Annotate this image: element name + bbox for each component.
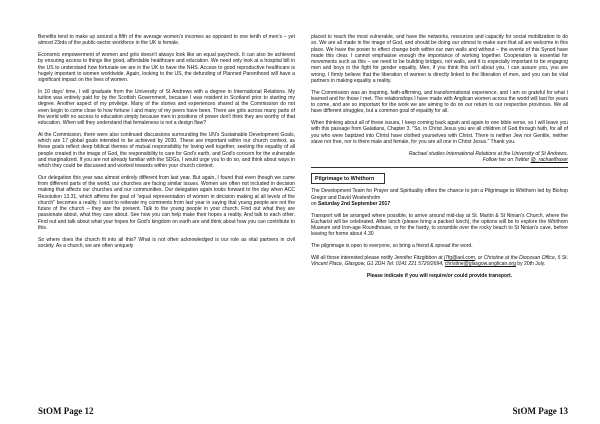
- pilgrimage-intro: The Development Team for Prayer and Spirituality offers the chance to join a Pilgrimage to Whithorn led by Bishop Gregor and David Wostenholm on Saturday 2nd September 2017: [311, 188, 568, 207]
- right-page-text: [311, 34, 568, 285]
- pilgrimage-closing: Please indicate if you will require/or could provide transport.: [366, 272, 513, 279]
- paragraph: placed to reach the most vulnerable, and have the networks, resources and capacity for social mobilization to do so. We are all made in the image of God, and should be doing our utmost to make sure that all are welcome in this place. We have the power to effect change both within our own walls and without – the events of this Synod have made this clear. I cannot emphasise enough the importance of working together. Cooperation is essential for movements such as this – we need to be building bridges, not walls, and it is especially important to be engaging men and boys in the fight for gender equality. Men, if you think this isn't about you, I can assure you, you are wrong. I firmly believe that the liberation of women is directly linked to the liberation of men, and you can be vital partners in making equality a reality.: [311, 34, 568, 84]
- pilgrimage-contact: Will all those interested please notify Jennifer Fitzgibbon at j7fg@aol.com, or Christine at the Diocesan Office, 5 St. Vincent Place, Glasgow, G1 2DH Tel: 0141 221 5720/2694, christine@glasgow.anglican.org by 20th July.: [311, 254, 568, 267]
- right-page: [300, 0, 600, 424]
- pilgrimage-transport: Transport will be arranged where possible, to arrive around mid-day at St. Martin & St Ninian's Church, where the Eucharist will be celebrated. After lunch (please bring a packed lunch), the options will be to explore the Whithorn Museum and Iron-age Roundhouse, or for the hardy, to scramble over the rocky beach to St Ninian's cave, before leaving for home about 4.30: [311, 212, 568, 238]
- email-link-christine[interactable]: christine@glasgow.anglican.org: [444, 261, 516, 267]
- paragraph: At the Commission, there were also continued discussions surrounding the UN's Sustainable Development Goals, which are 17 global goals intended to be achieved by 2030. These are important within our church context, as these goals reflect deep biblical themes of mutual responsibility for loving well together, seeking the equality of all people created in the image of God, the responsibility to care for God's earth, and God's concern for the vulnerable and marginalized. If you are not already familiar with the SDGs, I would urge you to do so, and think about ways in which they could be discussed and worked towards within your church context.: [38, 131, 295, 169]
- author-twitter: Follow her on Twitter @_rachaelfraser: [482, 156, 568, 163]
- pilgrimage-open: The pilgrimage is open to everyone, so bring a friend & spread the word.: [311, 243, 473, 249]
- email-link-jennifer[interactable]: j7fg@aol.com: [443, 254, 475, 261]
- paragraph: Our delegation this year was almost entirely different from last year. But again, I found that even though we came from different parts of the world, our churches are facing similar issues. Women are often not included in decision making that affects our churches and our communities. Our delegation again looks forward to the day when ACC Resolution 13.31, which affirms the goal of "equal representation of women in decision making at all levels of the church" becomes a reality. I want to reiterate my comments from last year in saying that young people are not the future of the church – they are the present. Talk to the young people in your church. Find out what they are passionate about, what they care about. See how you can help make their hopes a reality. And talk to each other. Find out and talk about what your hopes for God's kingdom on earth are and think about how you can contribute to this.: [38, 174, 295, 231]
- paragraph: Benefits tend to make up around a fifth of the average women's incomes as opposed to one tenth of men's – yet almost 23rds of the public-sector workforce in the UK is female.: [38, 34, 295, 47]
- author-bio: Rachael studies International Relations at the University of St Andrews.: [408, 150, 568, 157]
- author-note: [311, 151, 568, 164]
- paragraph: In 10 days' time, I will graduate from the University of St Andrews with a degree in International Relations. My tuition was entirely paid for by the Scottish Government, because I was resident in Scotland prior to starting my degree. Another aspect of my privilege. Many of the stories and experiences shared at the Commission do not even begin to come close to how fortune I and many of my peers have been. There are girls across many parts of the world with no access to education simply because men in positions of power don't think they are worthy of that education. When will they understand that femaleness is not a design flaw?: [38, 88, 295, 126]
- left-page-text: [38, 34, 295, 255]
- paragraph: The Commission was an inspiring, faith-affirming, and transformational experience, and I am so grateful for what I learned and for those I met. The relationships I have made with Anglican women across the world will last for years to come, and are so important for the work we are aiming to do on our return to our respective provinces. We all have different struggles, but a common goal of equality for all.: [311, 89, 568, 115]
- paragraph: When thinking about all of these issues, I keep coming back again and again to one bible verse, so I will leave you with this passage from Galatians, Chapter 3. "So, in Christ Jesus you are all children of God through faith, for all of you who were baptized into Christ have clothed yourselves with Christ. There is neither Jew nor Gentile, neither slave nor free, nor is there male and female, for you are all one in Christ Jesus." Thank you.: [311, 120, 568, 145]
- section-heading: Pilgrimage to Whithorn: [311, 173, 385, 184]
- paragraph: So where does the church fit into all this? What is not often acknowledged is our role as vital partners in civil society. As a church, we are often uniquely: [38, 236, 295, 249]
- paragraph: Economic empowerment of women and girls doesn't always look like an equal paycheck. It can also be achieved by ensuring access to things like good, affordable healthcare and education. We need only look at a hospital bill in the US to understand how fortunate we are in the UK to have the NHS. Access to good reproductive healthcare is hugely important to women worldwide. Again, looking to the US, the defunding of Planned Parenthood will have a significant impact on the lives of women.: [38, 52, 295, 83]
- pilgrimage-date: Saturday 2nd September 2017: [318, 200, 391, 207]
- section-divider: [311, 167, 568, 168]
- twitter-handle-link[interactable]: @_rachaelfraser: [530, 156, 568, 163]
- page-number-right: StOM Page 13: [512, 406, 568, 416]
- page-number-left: StOM Page 12: [38, 406, 94, 416]
